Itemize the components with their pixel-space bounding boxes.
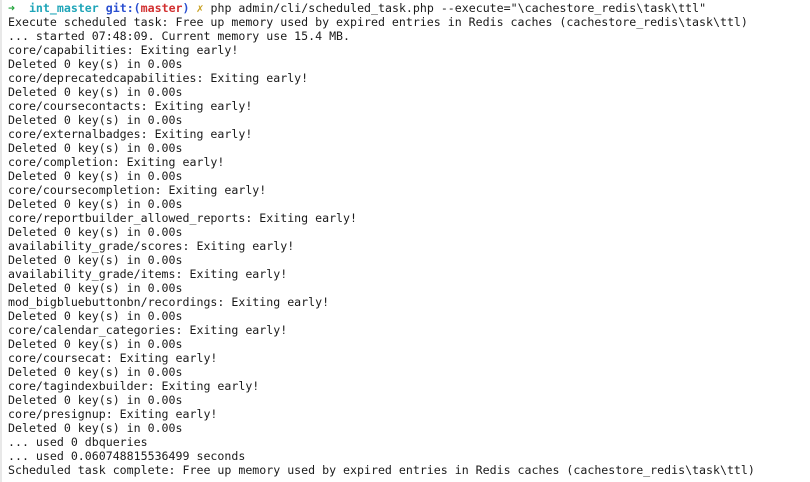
output-line: Deleted 0 key(s) in 0.00s bbox=[8, 169, 183, 183]
output-line: Deleted 0 key(s) in 0.00s bbox=[8, 197, 183, 211]
output-line: mod_bigbluebuttonbn/recordings: Exiting early! bbox=[8, 295, 330, 309]
output-line: core/externalbadges: Exiting early! bbox=[8, 127, 253, 141]
prompt-dirty-icon: ✗ bbox=[196, 1, 204, 15]
output-line: ... used 0.060748815536499 seconds bbox=[8, 449, 246, 463]
prompt-branch: master bbox=[140, 1, 183, 15]
output-line: ... started 07:48:09. Current memory use 15.4 MB. bbox=[8, 29, 351, 43]
output-line: core/calendar_categories: Exiting early! bbox=[8, 323, 288, 337]
output-line: Deleted 0 key(s) in 0.00s bbox=[8, 85, 183, 99]
prompt-branch-close: ) bbox=[182, 1, 190, 15]
output-line: Deleted 0 key(s) in 0.00s bbox=[8, 141, 183, 155]
output-line: Deleted 0 key(s) in 0.00s bbox=[8, 337, 183, 351]
prompt-arrow-icon: ➜ bbox=[8, 1, 15, 15]
output-line: core/coursecat: Exiting early! bbox=[8, 351, 218, 365]
output-line: Deleted 0 key(s) in 0.00s bbox=[8, 393, 183, 407]
output-line: core/deprecatedcapabilities: Exiting early! bbox=[8, 71, 309, 85]
output-line: core/coursecompletion: Exiting early! bbox=[8, 183, 267, 197]
output-line: Deleted 0 key(s) in 0.00s bbox=[8, 57, 183, 71]
prompt-branch-open: ( bbox=[133, 1, 141, 15]
output-line: Deleted 0 key(s) in 0.00s bbox=[8, 365, 183, 379]
output-line: core/tagindexbuilder: Exiting early! bbox=[8, 379, 260, 393]
prompt-directory: int_master bbox=[28, 1, 99, 15]
window-edge bbox=[0, 0, 2, 482]
output-line: availability_grade/scores: Exiting early! bbox=[8, 239, 295, 253]
output-line: Deleted 0 key(s) in 0.00s bbox=[8, 253, 183, 267]
output-line: core/reportbuilder_allowed_reports: Exiting early! bbox=[8, 211, 358, 225]
output-line: core/completion: Exiting early! bbox=[8, 155, 225, 169]
output-line: Deleted 0 key(s) in 0.00s bbox=[8, 421, 183, 435]
output-line: core/presignup: Exiting early! bbox=[8, 407, 218, 421]
output-line: availability_grade/items: Exiting early! bbox=[8, 267, 288, 281]
output-line: ... used 0 dbqueries bbox=[8, 435, 148, 449]
prompt-git-label: git: bbox=[105, 1, 134, 15]
output-line: Execute scheduled task: Free up memory used by expired entries in Redis caches (cachestore_redis\task\ttl) bbox=[8, 15, 748, 29]
output-line: core/coursecontacts: Exiting early! bbox=[8, 99, 253, 113]
prompt-line bbox=[8, 1, 810, 15]
output-line: Deleted 0 key(s) in 0.00s bbox=[8, 113, 183, 127]
output-line: Scheduled task complete: Free up memory used by expired entries in Redis caches (cachestore_redis\task\ttl) bbox=[8, 463, 755, 477]
output-line: Deleted 0 key(s) in 0.00s bbox=[8, 309, 183, 323]
output-line: Deleted 0 key(s) in 0.00s bbox=[8, 281, 183, 295]
terminal-output bbox=[8, 1, 810, 477]
output-line: Deleted 0 key(s) in 0.00s bbox=[8, 225, 183, 239]
output-line: core/capabilities: Exiting early! bbox=[8, 43, 239, 57]
prompt-command[interactable]: php admin/cli/scheduled_task.php --execute="\cachestore_redis\task\ttl" bbox=[210, 1, 707, 15]
